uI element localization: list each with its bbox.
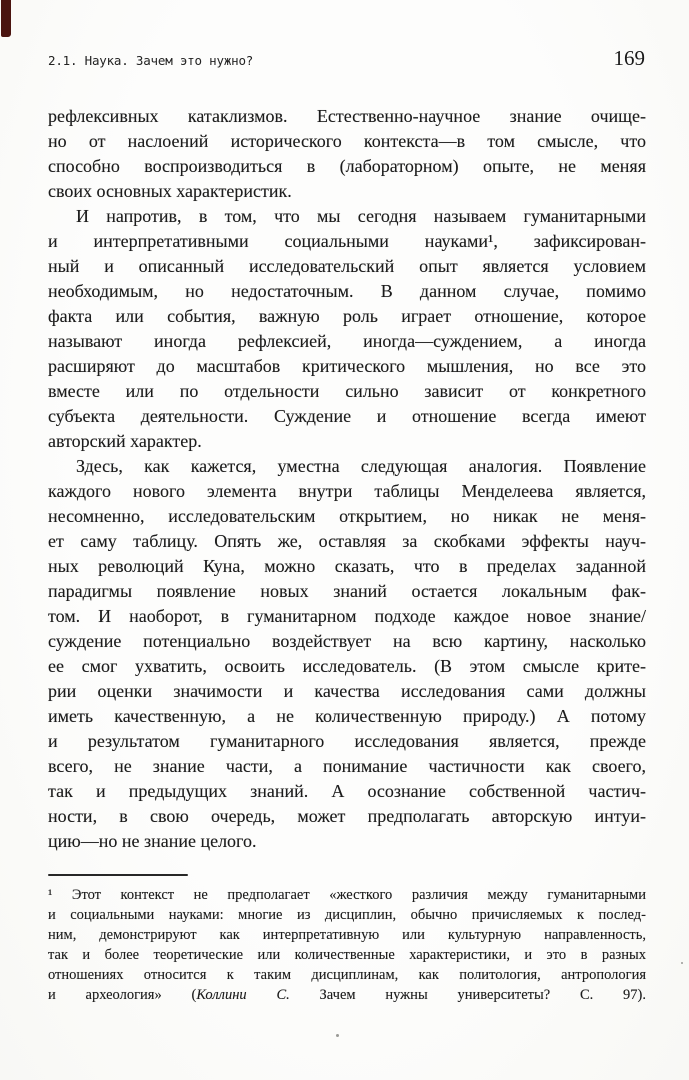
text-line: отношениях относится к таким дисциплинам, как политология, антропология: [48, 967, 646, 983]
text-line: каждого нового элемента внутри таблицы Менделеева является,: [48, 481, 646, 501]
text-line: всего, не знание части, а понимание частичности как своего,: [48, 756, 646, 776]
text-line: авторский характер.: [48, 431, 202, 451]
running-head: 2.1. Наука. Зачем это нужно?: [48, 53, 254, 68]
text-line: рефлексивных катаклизмов. Естественно-научное знание очище-: [48, 106, 646, 126]
text-line: своих основных характеристик.: [48, 181, 292, 201]
footnote-separator-rule: [48, 874, 188, 876]
text-line: суждение потенциально воздействует на всю картину, насколько: [48, 631, 646, 651]
text-segment: и археология» (: [48, 987, 197, 1003]
text-segment: Зачем нужны университеты? С. 97).: [289, 987, 646, 1003]
text-line: [48, 985, 646, 1005]
text-line: иметь качественную, а не количественную природу.) А потому: [48, 706, 646, 726]
text-line: рии оценки значимости и качества исследования сами должны: [48, 681, 646, 701]
italic-text-segment: Коллини С.: [196, 987, 290, 1003]
text-line: ный и описанный исследовательский опыт является условием: [48, 256, 646, 276]
text-line: парадигмы появление новых знаний остается локальным фак-: [48, 581, 646, 601]
text-line: И напротив, в том, что мы сегодня называем гуманитарными: [76, 206, 646, 226]
text-line: и социальными науками: многие из дисциплин, обычно причисляемых к послед-: [48, 907, 646, 923]
text-line: и результатом гуманитарного исследования является, прежде: [48, 731, 646, 751]
body-text: [48, 104, 646, 854]
text-line: необходимым, но недостаточным. В данном случае, помимо: [48, 281, 646, 301]
text-line: и интерпретативными социальными науками¹, зафиксирован-: [48, 231, 646, 251]
page-number: 169: [613, 46, 645, 70]
text-line: называют иногда рефлексией, иногда—суждением, а иногда: [48, 331, 646, 351]
text-line: ных революций Куна, можно сказать, что в пределах заданной: [48, 556, 646, 576]
text-line: но от наслоений исторического контекста—в том смысле, что: [48, 131, 646, 151]
text-line: субъекта деятельности. Суждение и отношение всегда имеют: [48, 406, 646, 426]
text-line: ности, в свою очередь, может предполагать авторскую интуи-: [48, 806, 646, 826]
text-line: ет саму таблицу. Опять же, оставляя за скобками эффекты науч-: [48, 531, 646, 551]
text-line: способно воспроизводиться в (лабораторном) опыте, не меняя: [48, 156, 646, 176]
text-line: факта или события, важную роль играет отношение, которое: [48, 306, 646, 326]
text-line: ее смог ухватить, освоить исследователь. (В этом смысле крите-: [48, 656, 646, 676]
text-line: расширяют до масштабов критического мышления, но все это: [48, 356, 646, 376]
scan-speck: [336, 1034, 339, 1037]
text-line: цию—но не знание целого.: [48, 831, 257, 851]
text-line: Здесь, как кажется, уместна следующая аналогия. Появление: [76, 456, 646, 476]
text-line: ¹ Этот контекст не предполагает «жесткого различия между гуманитарными: [48, 887, 646, 903]
text-line: ним, демонстрируют как интерпретативную или культурную направленность,: [48, 927, 646, 943]
footnote: [48, 885, 646, 1005]
page-header: [48, 46, 645, 71]
text-line: вместе или по отдельности сильно зависит от конкретного: [48, 381, 646, 401]
text-line: несомненно, исследовательским открытием, но никак не меня-: [48, 506, 646, 526]
text-line: так и предыдущих знаний. А осознание собственной частич-: [48, 781, 646, 801]
text-line: так и более теоретические или количественные характеристики, и это в разных: [48, 947, 646, 963]
scan-corner-mark: [1, 0, 11, 37]
scan-speck: [681, 962, 683, 964]
text-line: том. И наоборот, в гуманитарном подходе каждое новое знание/: [48, 606, 646, 626]
